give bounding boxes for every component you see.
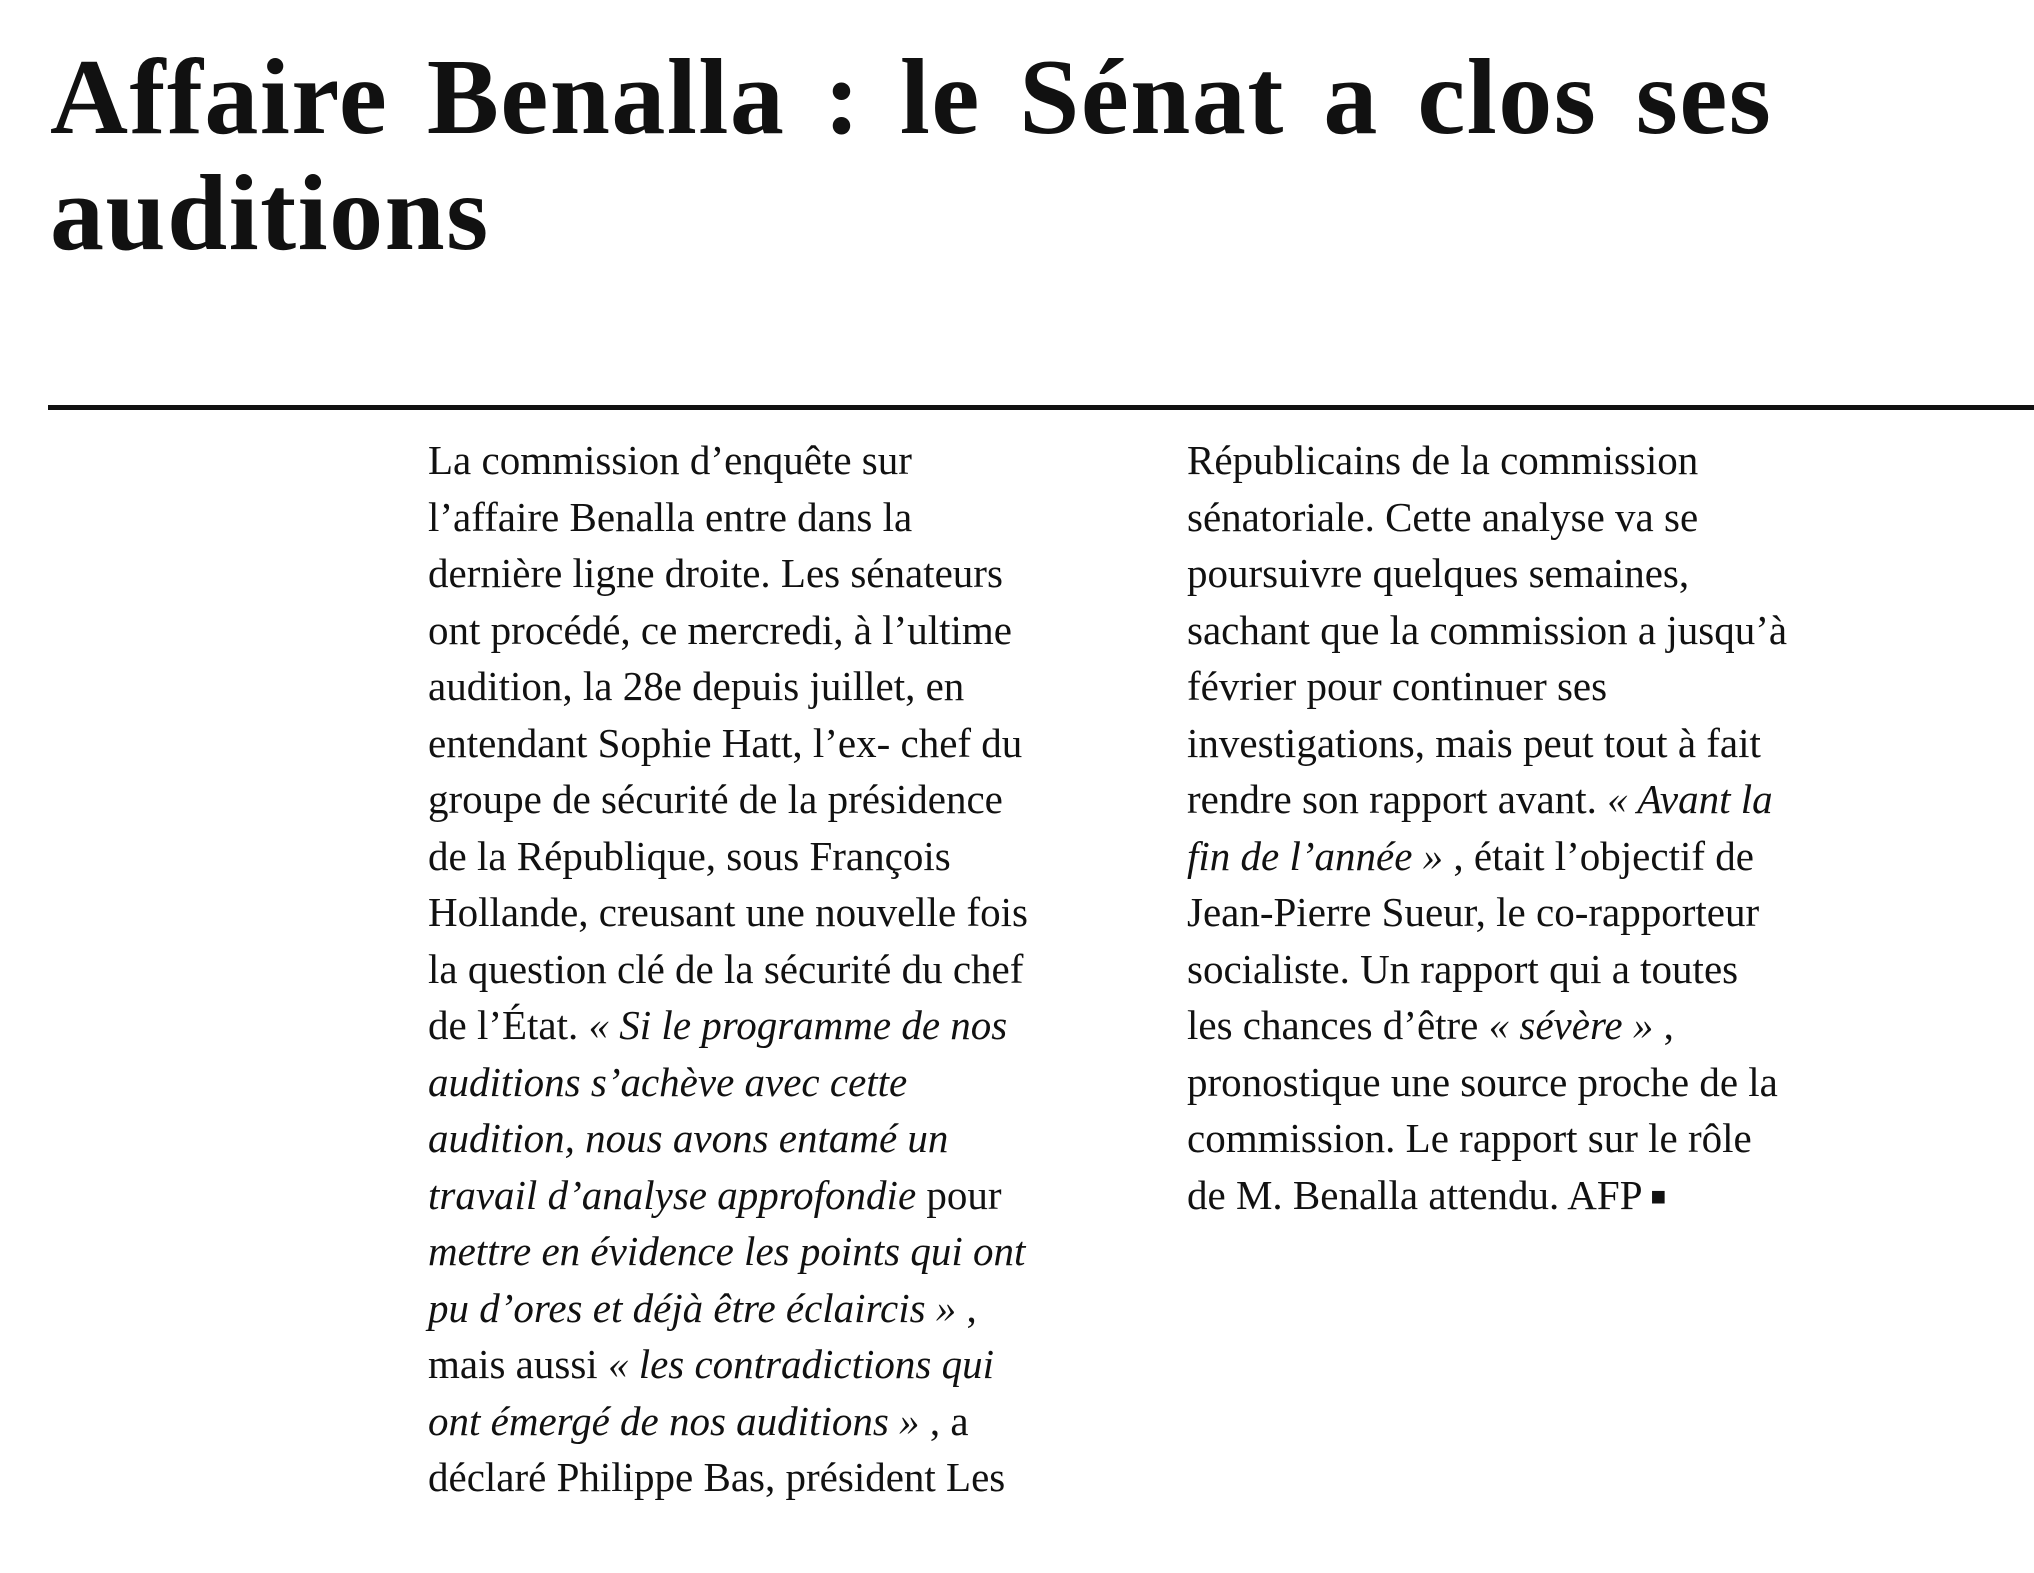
body-line: l’affaire Benalla entre dans la [428,493,913,540]
body-line: fin de l’année » , était l’objectif de [1187,832,1754,879]
headline-line-1: Affaire Benalla : le Sénat a clos ses [50,38,1773,157]
body-line: déclaré Philippe Bas, président Les [428,1454,1006,1500]
headline-line-2: auditions [50,154,490,273]
quote-text: « Avant la [1607,776,1773,822]
source-credit: AFP [1567,1171,1643,1218]
body-line: commission. Le rapport sur le rôle [1187,1115,1752,1161]
body-line [428,1110,1118,1167]
body-line: sachant que la commission a jusqu’à [1187,606,1788,653]
quote-text: auditions s’achève avec cette [428,1058,908,1105]
body-line: de l’État. « Si le programme de nos [428,1002,1008,1048]
body-line: ont émergé de nos auditions » , a [428,1397,969,1444]
quote-text: fin de l’année » [1187,832,1444,879]
body-line: pronostique une source proche de la [1187,1058,1778,1105]
body-line: investigations, mais peut tout à fait [1187,719,1761,766]
body-line: Hollande, creusant une nouvelle fois [428,889,1029,935]
body-line: rendre son rapport avant. « Avant la [1187,776,1773,822]
body-line: poursuivre quelques semaines, [1187,550,1690,596]
body-line [428,1054,1118,1111]
body-line: socialiste. Un rapport qui a toutes [1187,945,1739,992]
body-line: groupe de sécurité de la présidence [428,776,1003,822]
quote-text: « les contradictions qui [607,1341,994,1387]
body-line: mais aussi « les contradictions qui [428,1341,994,1387]
body-line: dernière ligne droite. Les sénateurs [428,550,1003,596]
body-line: de M. Benalla attendu. AFP ■ [1187,1171,1667,1218]
body-line: les chances d’être « sévère » , [1187,1002,1674,1048]
body-line: de la République, sous François [428,832,951,879]
headline [50,40,2010,272]
body-line: sénatoriale. Cette analyse va se [1187,493,1699,540]
quote-text: mettre en évidence les points qui ont [428,1228,1026,1274]
quote-text: travail d’analyse approfondie [428,1171,917,1218]
article-column-1 [428,432,1118,1506]
body-line: Jean-Pierre Sueur, le co-rapporteur [1187,889,1760,935]
quote-text: pu d’ores et déjà être éclaircis » [428,1284,957,1331]
article-column-2 [1187,432,1907,1225]
body-line: ont procédé, ce mercredi, à l’ultime [428,606,1012,653]
body-line: pu d’ores et déjà être éclaircis » , [428,1284,977,1331]
body-line: février pour continuer ses [1187,663,1608,709]
quote-text: « Si le programme de nos [588,1002,1008,1048]
quote-text: « sévère » [1488,1002,1654,1048]
body-line: La commission d’enquête sur [428,437,912,483]
body-line [428,1223,1118,1280]
body-line: audition, la 28e depuis juillet, en [428,663,965,709]
body-line: travail d’analyse approfondie pour [428,1171,1002,1218]
end-of-article-square-icon: ■ [1650,1181,1667,1211]
body-line: la question clé de la sécurité du chef [428,945,1024,992]
body-line: Républicains de la commission [1187,437,1699,483]
quote-text: ont émergé de nos auditions » [428,1397,920,1444]
body-line: entendant Sophie Hatt, l’ex- chef du [428,719,1023,766]
quote-text: audition, nous avons entamé un [428,1115,949,1161]
headline-rule [48,405,2034,410]
